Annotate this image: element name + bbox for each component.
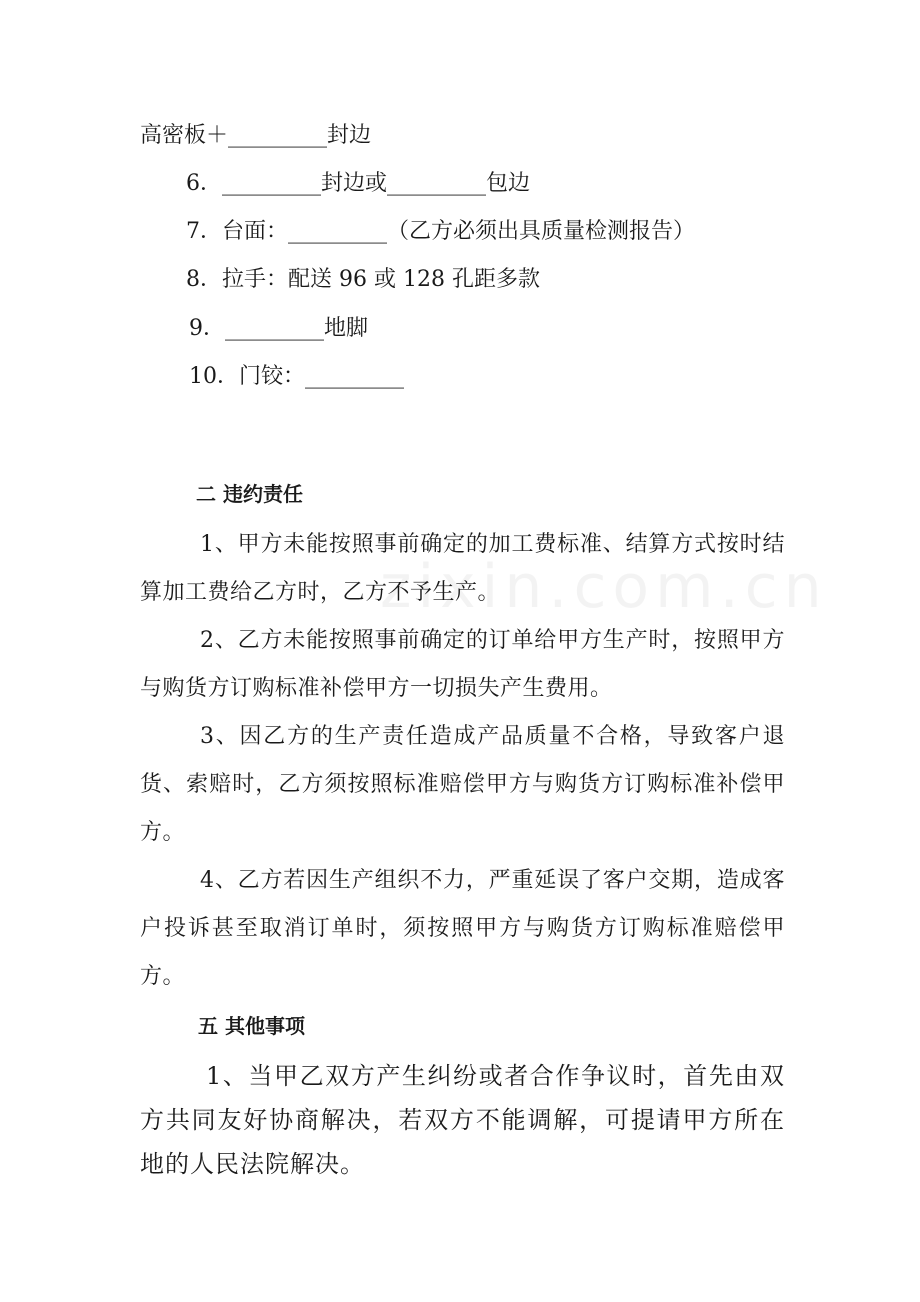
- section-heading-other: 五 其他事项: [198, 1014, 305, 1038]
- spec-line-1: 高密板＋_________封边: [140, 123, 372, 148]
- breach-clause-4: 4、乙方若因生产组织不力，严重延误了客户交期，造成客户投诉甚至取消订单时，须按照甲方与购货方订购标准赔偿甲方。: [140, 868, 785, 989]
- spec-line-6: 6．_________封边或_________包边: [186, 171, 530, 196]
- spec-line-9: 9．_________地脚: [189, 316, 368, 341]
- breach-clause-3: 3、因乙方的生产责任造成产品质量不合格，导致客户退货、索赔时，乙方须按照标准赔偿甲方与购货方订购标准补偿甲方。: [140, 724, 785, 845]
- breach-clause-2: 2、乙方未能按照事前确定的订单给甲方生产时，按照甲方与购货方订购标准补偿甲方一切损失产生费用。: [140, 628, 785, 701]
- section-heading-breach: 二 违约责任: [196, 482, 303, 506]
- spec-line-10: 10．门铰：_________: [189, 364, 404, 389]
- breach-clause-1: 1、甲方未能按照事前确定的加工费标准、结算方式按时结算加工费给乙方时，乙方不予生产。: [140, 532, 785, 605]
- spec-line-7: 7．台面：_________（乙方必须出具质量检测报告）: [186, 219, 695, 244]
- other-clause-1: 1、当甲乙双方产生纠纷或者合作争议时，首先由双方共同友好协商解决，若双方不能调解，可提请甲方所在地的人民法院解决。: [140, 1062, 785, 1178]
- spec-line-8: 8．拉手：配送 96 或 128 孔距多款: [186, 267, 540, 292]
